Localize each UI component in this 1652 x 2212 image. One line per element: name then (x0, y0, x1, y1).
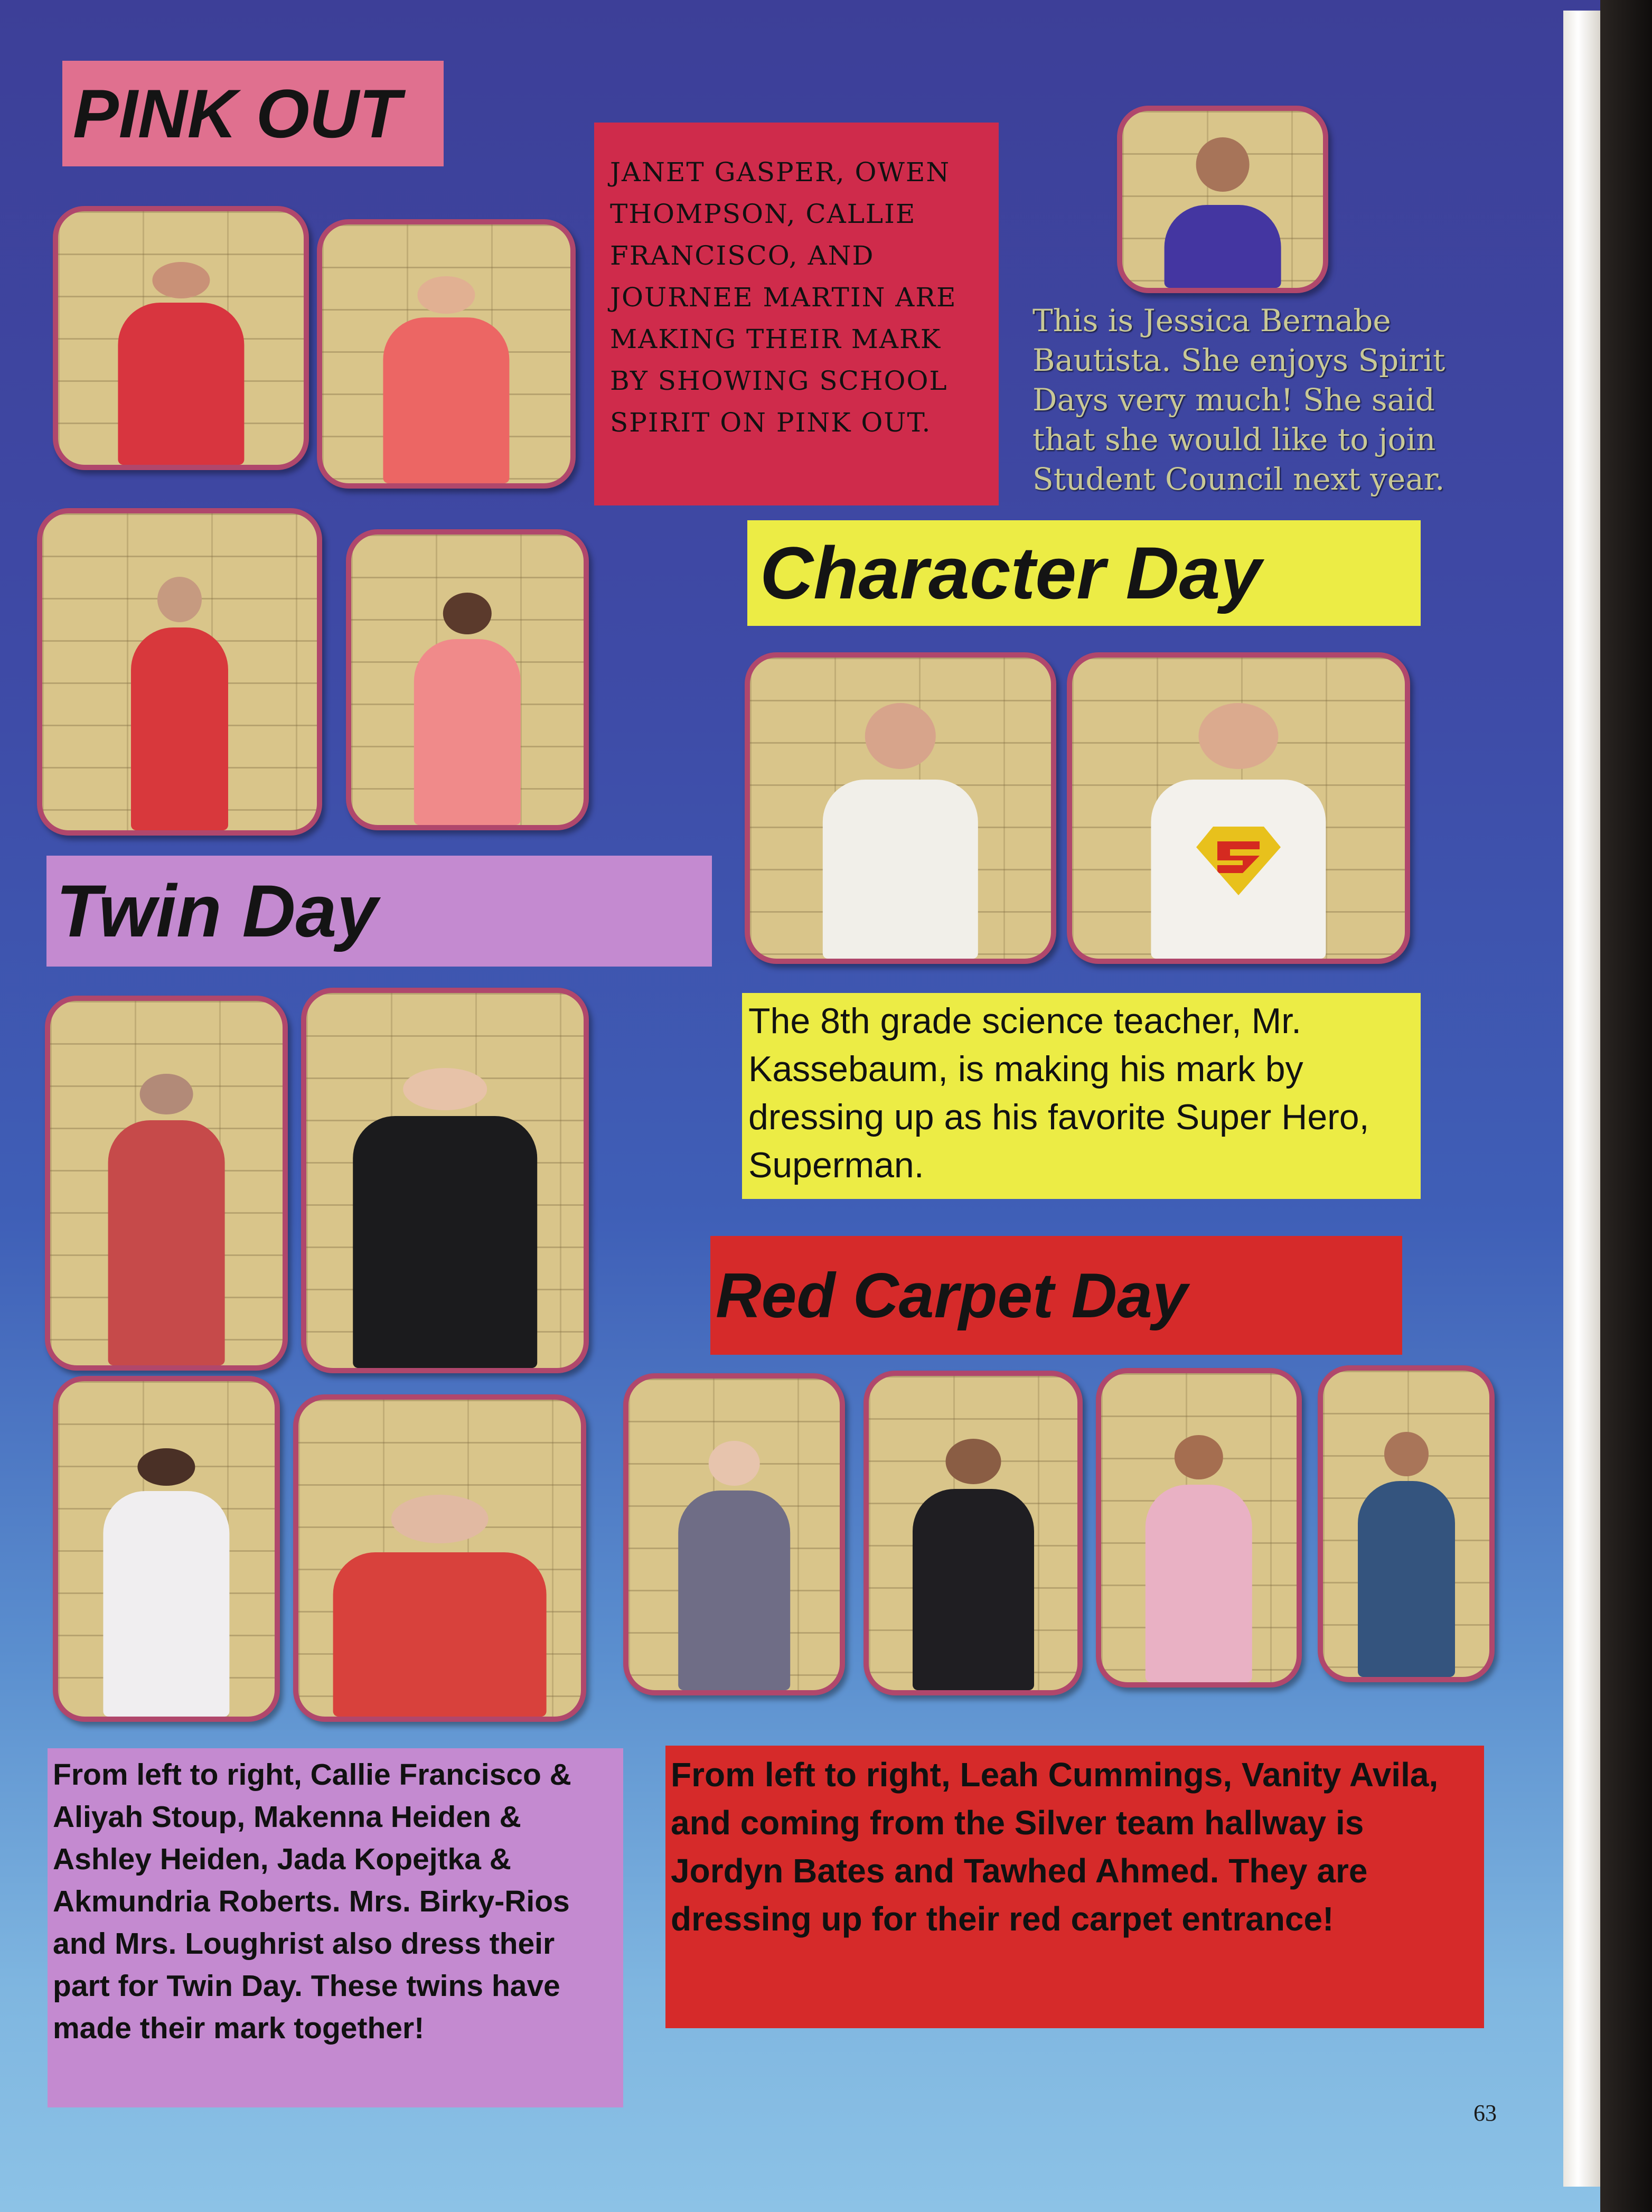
twin-day-caption-text: From left to right, Callie Francisco & Aliyah Stoup, Makenna Heiden & Ashley Heiden, Jada Kopejtka & Akmundria Roberts. Mrs. Birky-Rios and Mrs. Loughrist also dress their part for Twin Day. These twins have made their mark together! (53, 1758, 571, 2045)
pink-out-photo-2 (317, 219, 576, 489)
character-day-title-text: Character Day (760, 531, 1262, 614)
teacher-figure (816, 703, 985, 959)
pink-out-caption-text: JANET GASPER, OWEN THOMPSON, CALLIE FRANCISCO, AND JOURNEE MARTIN ARE MAKING THEIR MARK BY SHOWING SCHOOL SPIRIT ON PINK OUT. (610, 157, 957, 438)
character-day-photo-2 (1067, 652, 1410, 964)
red-carpet-photo-2 (863, 1371, 1083, 1695)
character-day-title (747, 520, 1421, 626)
student-figure (907, 1439, 1039, 1690)
twin-day-title (46, 856, 712, 967)
pink-out-title-text: PINK OUT (73, 75, 401, 152)
red-carpet-photo-3 (1096, 1368, 1302, 1688)
spotlight-caption-text: This is Jessica Bernabe Bautista. She enjoys Spirit Days very much! She said that she would like to join Student Council next year. (1032, 303, 1446, 497)
character-day-photo-1 (745, 652, 1056, 964)
teachers-figure (324, 1495, 556, 1717)
pink-out-photo-1 (53, 206, 309, 470)
twin-day-photo-2 (301, 988, 589, 1373)
page-number: 63 (1473, 2100, 1497, 2126)
spotlight-photo (1117, 106, 1328, 293)
pink-out-photo-3 (37, 508, 322, 836)
page-edge (1563, 11, 1600, 2187)
student-figure (1141, 1435, 1257, 1682)
pink-out-caption (594, 123, 999, 505)
student-figure (1159, 137, 1286, 288)
student-figure (127, 577, 232, 830)
twins-figure (345, 1068, 546, 1368)
character-day-caption-text: The 8th grade science teacher, Mr. Kassebaum, is making his mark by dressing up as his favorite Super Hero, Superman. (748, 1001, 1369, 1185)
twin-day-title-text: Twin Day (56, 869, 378, 952)
red-carpet-photo-4 (1318, 1365, 1495, 1682)
red-carpet-day-title (710, 1236, 1402, 1355)
red-carpet-day-title-text: Red Carpet Day (716, 1260, 1188, 1331)
pink-out-title (62, 61, 444, 166)
red-carpet-photo-1 (623, 1373, 845, 1695)
twin-day-photo-1 (45, 996, 288, 1371)
spotlight-caption (1032, 301, 1497, 512)
twin-day-caption (48, 1748, 623, 2107)
twin-day-photo-4 (293, 1394, 586, 1722)
pink-out-photo-4 (346, 529, 589, 830)
twin-day-photo-3 (53, 1376, 280, 1722)
student-figure (378, 276, 515, 483)
book-spine (1600, 0, 1652, 2212)
student-figure (409, 593, 525, 825)
student-figure (112, 262, 250, 465)
twins-figure (103, 1074, 230, 1365)
character-day-caption (742, 993, 1421, 1199)
red-carpet-caption-text: From left to right, Leah Cummings, Vanity Avila, and coming from the Silver team hallway is Jordyn Bates and Tawhed Ahmed. They are dressing up for their red carpet entrance! (671, 1756, 1439, 1938)
red-carpet-caption (665, 1746, 1484, 2028)
twins-figure (98, 1448, 235, 1717)
student-figure (673, 1441, 795, 1690)
student-figure (1354, 1432, 1459, 1677)
